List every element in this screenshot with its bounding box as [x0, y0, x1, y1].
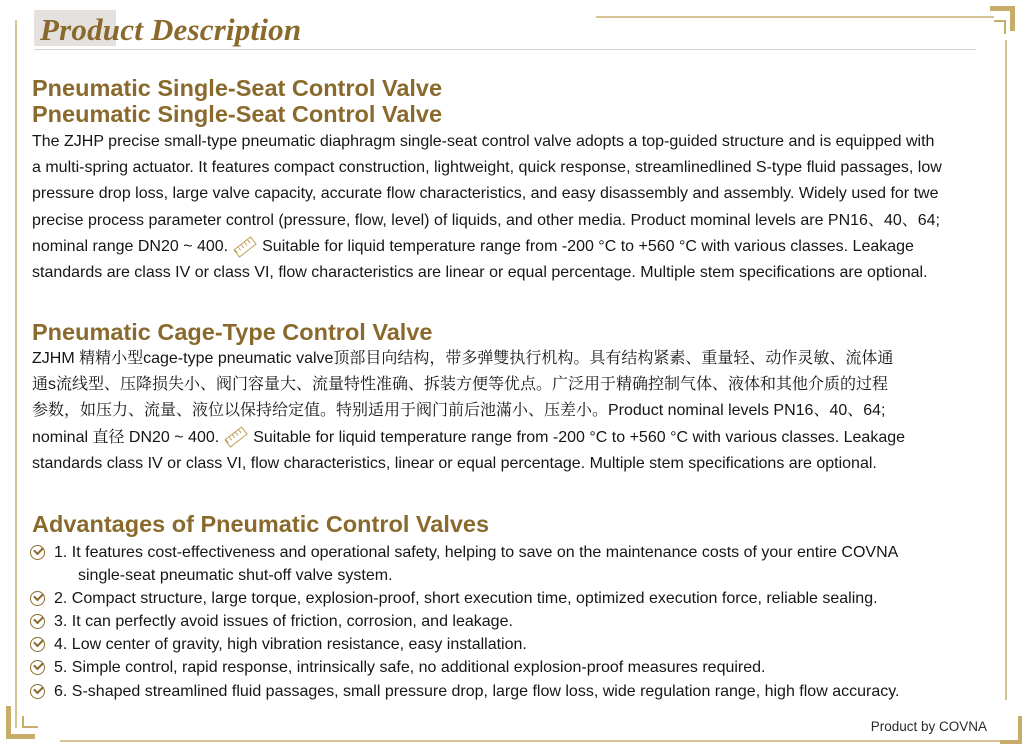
text-line: The ZJHP precise small-type pneumatic diaphragm single-seat control valve adopts a top-guided structure and is equipped with: [32, 133, 935, 150]
check-circle-icon: [30, 591, 45, 606]
text-segment: nominal range DN20 ~ 400.: [32, 237, 229, 255]
footer-credit: Product by COVNA: [870, 719, 987, 734]
frame-bottom-line: [60, 740, 1020, 742]
page-title: Product Description: [40, 12, 302, 47]
cage-type-description: [32, 346, 980, 477]
list-item: [30, 680, 980, 703]
frame-left-line: [15, 20, 17, 728]
cage-type-heading: Pneumatic Cage-Type Control Valve: [32, 319, 433, 345]
list-item: [30, 610, 980, 633]
list-item-text: 3. It can perfectly avoid issues of friction, corrosion, and leakage.: [54, 613, 513, 631]
ruler-icon: [233, 236, 256, 257]
list-item: [30, 541, 980, 587]
text-segment: Suitable for liquid temperature range from -200 °C to +560 °C with various classes. Leakage: [262, 237, 914, 255]
text-line: standards are class IV or class VI, flow characteristics are linear or equal percentage. Multiple stem specifications are optional.: [32, 264, 928, 282]
check-circle-icon: [30, 545, 45, 560]
text-line: ZJHM 精精小型cage-type pneumatic valve顶部目向结构，带多弹雙执行机构。具有结构紧素、重量轻、动作灵敏、流体通: [32, 350, 894, 367]
frame-corner-top-right-inner: [994, 20, 1006, 34]
text-line: 通s流线型、压降损失小、阀门容量大、流量特性准确、拆装方便等优点。广泛用于精确控制气体、液体和其他介质的过程: [32, 376, 889, 394]
title-divider: [34, 49, 976, 50]
check-circle-icon: [30, 684, 45, 699]
list-item-text: 6. S-shaped streamlined fluid passages, small pressure drop, large flow loss, wide regulation range, high flow accuracy.: [54, 682, 900, 700]
text-line: pressure drop loss, large valve capacity, accurate flow characteristics, and easy disassembly and assembly. Widely used for twe: [32, 185, 939, 203]
check-circle-icon: [30, 660, 45, 675]
list-item-text: 4. Low center of gravity, high vibration resistance, easy installation.: [54, 636, 527, 654]
text-line: standards class IV or class VI, flow characteristics, linear or equal percentage. Multiple stem specifications are optional.: [32, 454, 877, 472]
list-item-text-continued: single-seat pneumatic shut-off valve system.: [78, 567, 393, 585]
text-line: [32, 425, 980, 451]
single-seat-description: [32, 129, 980, 286]
text-segment: Suitable for liquid temperature range from -200 °C to +560 °C with various classes. Leakage: [253, 428, 906, 446]
list-item: [30, 633, 980, 656]
frame-corner-bottom-left-inner: [22, 716, 38, 728]
text-segment: nominal 直径 DN20 ~ 400.: [32, 428, 220, 446]
text-line: precise process parameter control (pressure, flow, level) of liquids, and other media. Product mominal levels are PN16、40、64;: [32, 211, 940, 229]
advantages-heading: Advantages of Pneumatic Control Valves: [32, 511, 490, 537]
text-line: [32, 234, 980, 260]
list-item-text: 1. It features cost-effectiveness and operational safety, helping to save on the maintenance costs of your entire COVNA: [54, 544, 899, 561]
text-line: 参数，如压力、流量、液位以保持给定值。特别适用于阀门前后池滿小、压差小。Product nominal levels PN16、40、64;: [32, 402, 886, 420]
frame-top-line: [596, 16, 994, 18]
check-circle-icon: [30, 637, 45, 652]
check-circle-icon: [30, 614, 45, 629]
single-seat-heading: Pneumatic Single-Seat Control Valve: [32, 75, 443, 101]
text-line: a multi-spring actuator. It features compact construction, lightweight, quick response, streamlinedlined S-type fluid passages, low: [32, 159, 942, 177]
list-item: [30, 656, 980, 679]
frame-corner-bottom-right: [1000, 716, 1022, 744]
frame-right-line: [1005, 40, 1007, 700]
advantages-list: [30, 541, 980, 703]
list-item-text: 5. Simple control, rapid response, intrinsically safe, no additional explosion-proof measures required.: [54, 659, 766, 677]
single-seat-heading-repeat: Pneumatic Single-Seat Control Valve: [32, 101, 443, 127]
list-item: [30, 587, 980, 610]
list-item-text: 2. Compact structure, large torque, explosion-proof, short execution time, optimized execution force, reliable sealing.: [54, 590, 878, 608]
ruler-icon: [224, 427, 247, 448]
